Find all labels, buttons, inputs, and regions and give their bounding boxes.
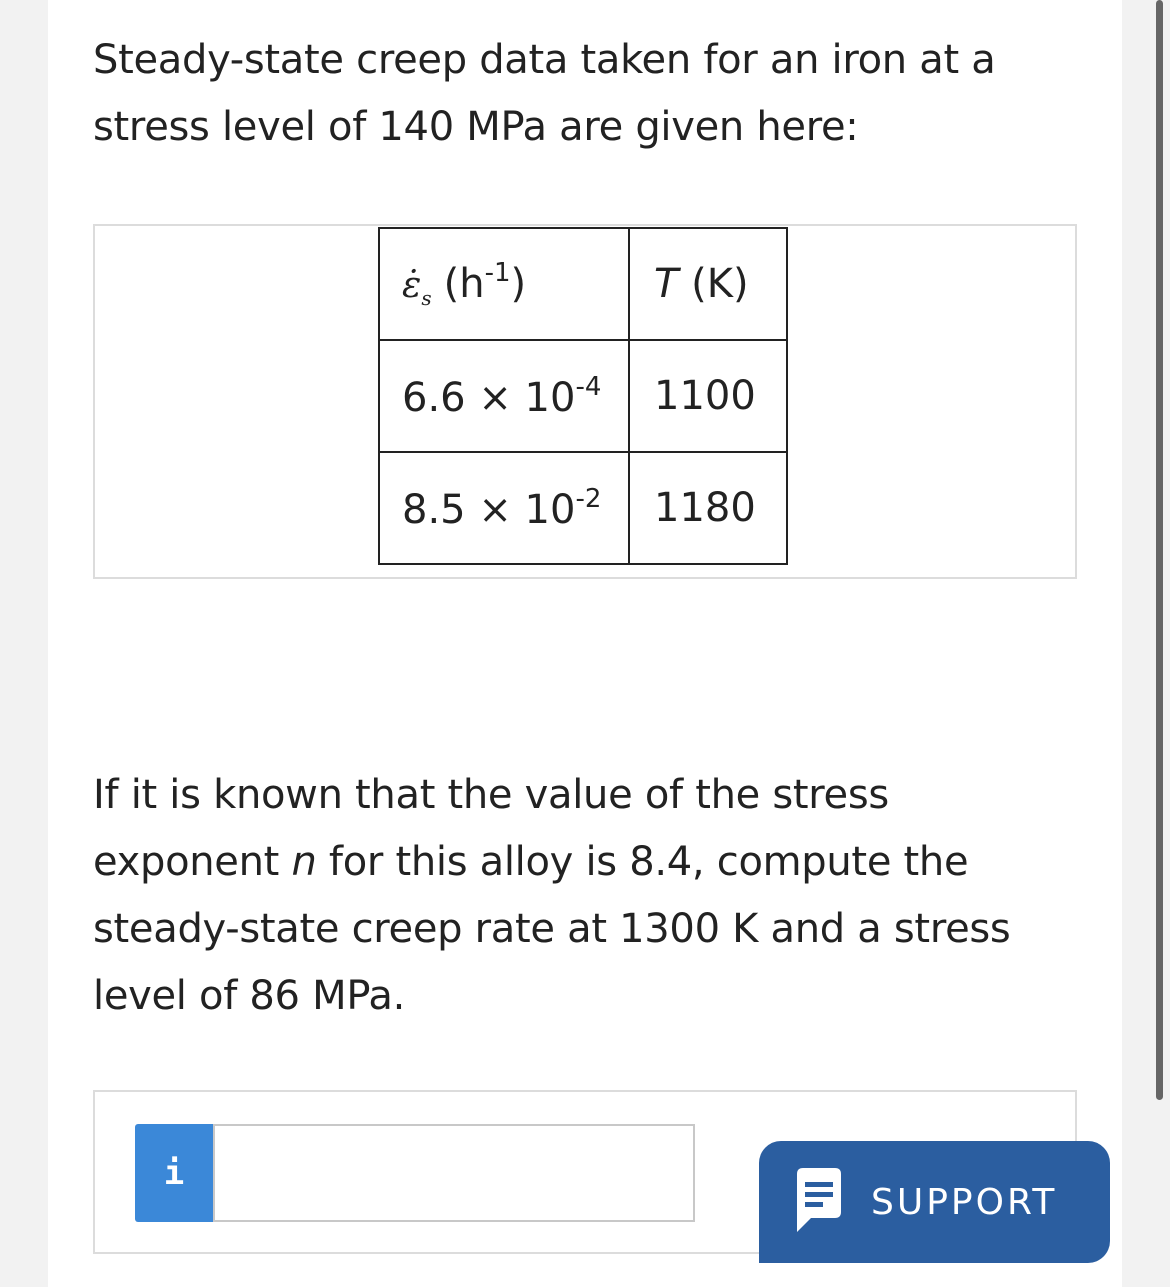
temperature-header-label: T (K) bbox=[654, 261, 749, 307]
question-intro: Steady-state creep data taken for an iron at a stress level of 140 MPa are given here: bbox=[93, 37, 996, 150]
question-body bbox=[93, 762, 1083, 1030]
epsilon-dot-symbol: ε̇ bbox=[402, 265, 422, 306]
info-glyph: i bbox=[163, 1153, 185, 1193]
support-button[interactable] bbox=[759, 1141, 1110, 1263]
rate-exponent: -2 bbox=[575, 483, 602, 514]
question-body-start: If it is known that the value of the stress exponent bbox=[93, 772, 889, 885]
rate-unit-close: ) bbox=[510, 261, 527, 307]
info-icon[interactable] bbox=[135, 1124, 213, 1222]
header-creep-rate bbox=[379, 228, 629, 340]
creep-rate-cell bbox=[379, 340, 629, 452]
rate-unit-exponent: -1 bbox=[484, 258, 511, 288]
rate-exponent: -4 bbox=[575, 371, 602, 402]
stress-exponent-symbol: n bbox=[291, 839, 317, 885]
table-row bbox=[379, 452, 787, 564]
chat-bubble-icon bbox=[789, 1162, 849, 1242]
rate-mantissa: 6.6 × 10 bbox=[402, 374, 576, 421]
rate-unit-base: (h bbox=[443, 261, 485, 307]
temperature-cell: 1180 bbox=[629, 452, 787, 564]
table-header-row bbox=[379, 228, 787, 340]
scrollbar-thumb[interactable] bbox=[1156, 0, 1163, 1100]
creep-data-table bbox=[378, 227, 788, 565]
rate-mantissa: 8.5 × 10 bbox=[402, 486, 576, 533]
creep-rate-cell bbox=[379, 452, 629, 564]
support-label: SUPPORT bbox=[871, 1181, 1058, 1223]
header-temperature bbox=[629, 228, 787, 340]
question-body-end: for this alloy is 8.4, compute the steady-state creep rate at 1300 K and a stress level of 86 MPa. bbox=[93, 839, 1011, 1019]
temperature-cell: 1100 bbox=[629, 340, 787, 452]
answer-input[interactable] bbox=[213, 1124, 695, 1222]
epsilon-subscript: s bbox=[421, 286, 432, 310]
table-row bbox=[379, 340, 787, 452]
